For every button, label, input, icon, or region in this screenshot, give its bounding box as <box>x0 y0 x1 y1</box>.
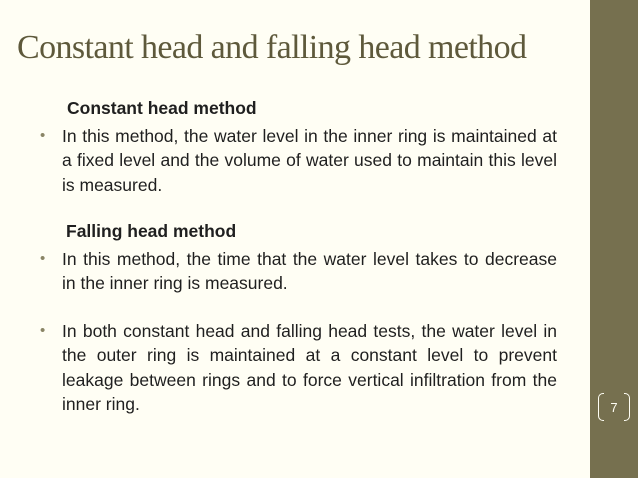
bullet-item <box>40 124 557 198</box>
slide-content <box>40 96 557 417</box>
bullet-dot-icon: • <box>40 249 46 267</box>
page-number: 7 <box>610 400 618 415</box>
bullet-text: In this method, the water level in the inner ring is maintained at a fixed level and the volume of water used to maintain this level is measured. <box>62 125 557 195</box>
bullet-text: In both constant head and falling head tests, the water level in the outer ring is maintained at a constant level to prevent leakage between rings and to force vertical infiltration from the inner ring. <box>62 320 557 414</box>
bullet-item <box>40 319 557 417</box>
right-bracket-icon <box>624 393 630 421</box>
bullet-dot-icon: • <box>40 321 46 339</box>
slide-title: Constant head and falling head method <box>17 29 527 66</box>
section-heading-constant-head: Constant head method <box>67 98 257 118</box>
bullet-dot-icon: • <box>40 126 46 144</box>
section-heading-falling-head: Falling head method <box>66 221 237 241</box>
bullet-text: In this method, the time that the water level takes to decrease in the inner ring is measured. <box>62 248 557 293</box>
page-number-badge <box>596 393 632 423</box>
bullet-item <box>40 247 557 296</box>
